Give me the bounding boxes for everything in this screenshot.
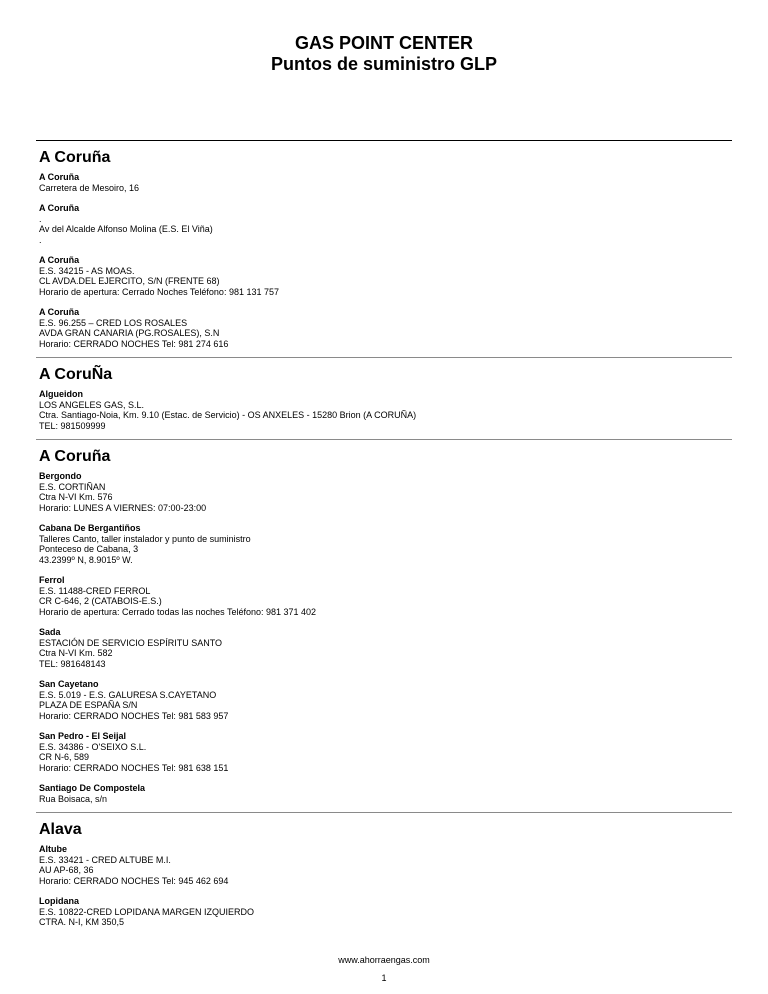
location-detail-line: E.S. 10822-CRED LOPIDANA MARGEN IZQUIERDO (39, 906, 255, 917)
region-title: Alava (39, 821, 82, 838)
location-entry (39, 783, 732, 804)
location-entry (39, 172, 732, 193)
location-name: Bergondo (39, 471, 82, 481)
location-detail-line: Horario: CERRADO NOCHES Tel: 981 638 151 (39, 762, 229, 773)
location-name: Santiago De Compostela (39, 783, 146, 793)
location-entry (39, 307, 732, 349)
location-detail-line: Horario: CERRADO NOCHES Tel: 945 462 694 (39, 875, 229, 886)
location-name: Algueidon (39, 389, 83, 399)
location-entry (39, 575, 732, 617)
location-detail-line: Horario de apertura: Cerrado Noches Teléfono: 981 131 757 (39, 286, 279, 297)
location-detail-line: Horario de apertura: Cerrado todas las noches Teléfono: 981 371 402 (39, 606, 317, 617)
location-detail-line: Horario: CERRADO NOCHES Tel: 981 583 957 (39, 710, 229, 721)
region-section (36, 140, 732, 349)
location-detail-line: CTRA. N-I, KM 350,5 (39, 917, 125, 927)
location-name: A Coruña (39, 255, 80, 265)
location-name: A Coruña (39, 172, 80, 182)
region-section (36, 357, 732, 431)
location-detail-line: . (39, 234, 42, 245)
page-number: 1 (381, 973, 387, 983)
location-entry (39, 731, 732, 773)
document-title: GAS POINT CENTER (294, 33, 473, 53)
location-name: A Coruña (39, 203, 80, 213)
location-detail-line: CL AVDA.DEL EJERCITO, S/N (FRENTE 68) (39, 276, 220, 286)
region-title: A Coruña (39, 149, 111, 166)
footer-website: www.ahorraengas.com (338, 955, 430, 965)
location-name: Lopidana (39, 896, 79, 906)
location-detail-line: TEL: 981648143 (39, 658, 106, 669)
location-detail-line: E.S. 96.255 – CRED LOS ROSALES (39, 317, 188, 328)
location-entry (39, 627, 732, 669)
document-subtitle: Puntos de suministro GLP (270, 54, 498, 74)
location-detail-line: E.S. 33421 - CRED ALTUBE M.I. (39, 854, 171, 865)
location-entry (39, 679, 732, 721)
location-name: Cabana De Bergantiños (39, 523, 141, 533)
location-name: Ferrol (39, 575, 65, 585)
locations-list (36, 140, 732, 938)
location-detail-line: Rua Boisaca, s/n (39, 793, 108, 804)
location-detail-line: E.S. 5.019 - E.S. GALURESA S.CAYETANO (39, 689, 217, 700)
location-detail-line: Horario: LUNES A VIERNES: 07:00-23:00 (39, 502, 207, 513)
location-detail-line: LOS ANGELES GAS, S.L. (39, 399, 145, 410)
location-entry (39, 471, 732, 513)
location-name: San Pedro - El Seijal (39, 731, 127, 741)
location-entry (39, 844, 732, 886)
location-entry (39, 389, 732, 431)
location-detail-line: Ponteceso de Cabana, 3 (39, 544, 139, 554)
document-header (0, 33, 768, 75)
location-detail-line: CR N-6, 589 (39, 752, 90, 762)
location-entry (39, 203, 732, 245)
location-detail-line: ESTACIÓN DE SERVICIO ESPÍRITU SANTO (39, 637, 223, 648)
location-detail-line: Carretera de Mesoiro, 16 (39, 182, 140, 193)
location-detail-line: AU AP-68, 36 (39, 865, 94, 875)
region-section (36, 812, 732, 928)
region-title: A CoruÑa (39, 366, 113, 383)
location-detail-line: CR C-646, 2 (CATABOIS-E.S.) (39, 596, 162, 606)
location-detail-line: . (39, 213, 42, 224)
location-detail-line: E.S. 11488-CRED FERROL (39, 585, 151, 596)
location-detail-line: Av del Alcalde Alfonso Molina (E.S. El Viña) (39, 224, 213, 234)
location-name: Altube (39, 844, 67, 854)
location-detail-line: E.S. CORTIÑAN (39, 481, 106, 492)
location-detail-line: 43.2399º N, 8.9015º W. (39, 554, 133, 565)
location-detail-line: E.S. 34386 - O'SEIXO S.L. (39, 741, 147, 752)
location-name: San Cayetano (39, 679, 99, 689)
location-name: Sada (39, 627, 61, 637)
location-detail-line: E.S. 34215 - AS MOAS. (39, 265, 135, 276)
location-detail-line: AVDA GRAN CANARIA (PG.ROSALES), S.N (39, 328, 220, 338)
location-detail-line: Ctra. Santiago-Noia, Km. 9.10 (Estac. de Servicio) - OS ANXELES - 15280 Brion (A CORUÑA) (39, 410, 417, 420)
location-detail-line: PLAZA DE ESPAÑA S/N (39, 700, 138, 710)
location-detail-line: Ctra N-VI Km. 582 (39, 648, 113, 658)
location-detail-line: Ctra N-VI Km. 576 (39, 492, 113, 502)
region-section (36, 439, 732, 804)
region-title: A Coruña (39, 448, 111, 465)
location-entry (39, 523, 732, 565)
location-name: A Coruña (39, 307, 80, 317)
location-entry (39, 896, 732, 928)
location-detail-line: Horario: CERRADO NOCHES Tel: 981 274 616 (39, 338, 229, 349)
location-detail-line: Talleres Canto, taller instalador y punto de suministro (39, 533, 251, 544)
location-entry (39, 255, 732, 297)
location-detail-line: TEL: 981509999 (39, 420, 106, 431)
